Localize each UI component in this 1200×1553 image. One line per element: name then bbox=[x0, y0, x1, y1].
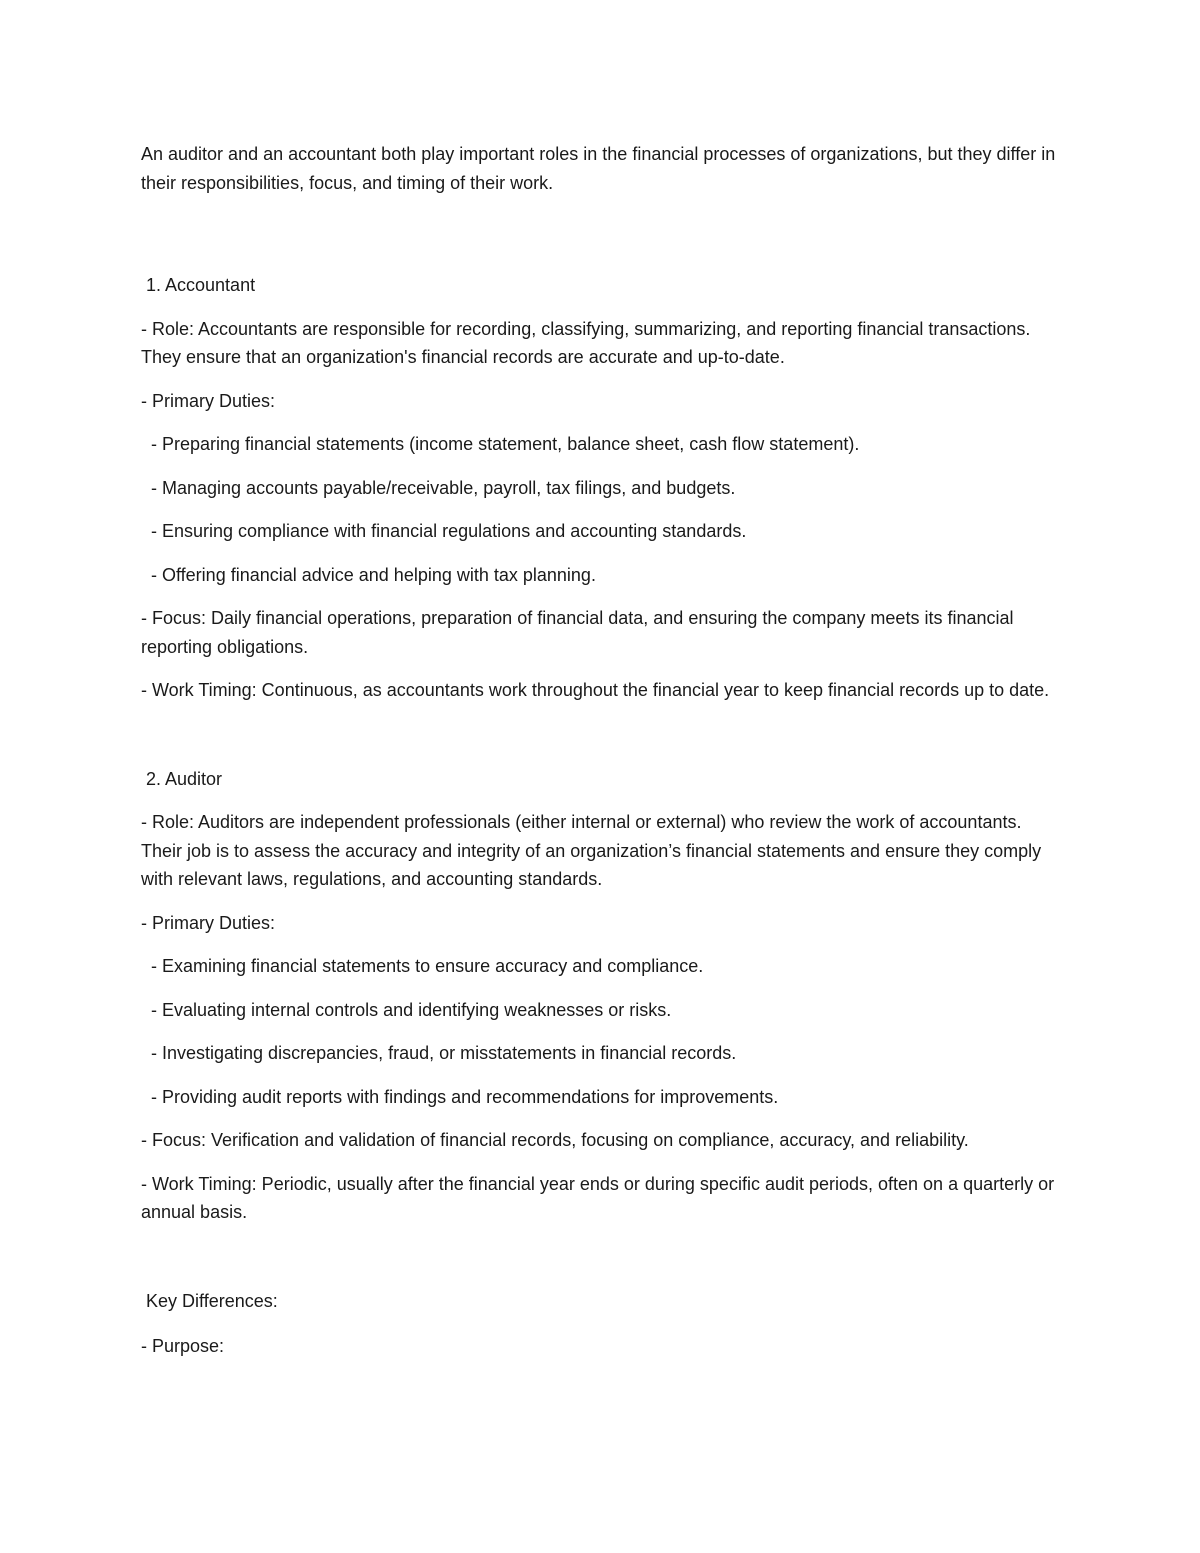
auditor-duty-item: - Examining financial statements to ensure accuracy and compliance. bbox=[151, 956, 704, 976]
auditor-duty-item: - Evaluating internal controls and identifying weaknesses or risks. bbox=[151, 999, 672, 1020]
accountant-focus: - Focus: Daily financial operations, preparation of financial data, and ensuring the company meets its financial reporting obligations. bbox=[141, 608, 1014, 657]
accountant-duties-label: - Primary Duties: bbox=[141, 390, 276, 411]
accountant-timing: - Work Timing: Continuous, as accountants work throughout the financial year to keep financial records up to date. bbox=[141, 680, 1050, 700]
intro-paragraph: An auditor and an accountant both play important roles in the financial processes of organizations, but they differ in their responsibilities, focus, and timing of their work. bbox=[141, 144, 1056, 193]
auditor-timing: - Work Timing: Periodic, usually after the financial year ends or during specific audit periods, often on a quarterly or annual basis. bbox=[141, 1173, 1055, 1222]
accountant-role: - Role: Accountants are responsible for recording, classifying, summarizing, and reporting financial transactions. They ensure that an organization's financial records are accurate and up-to-date. bbox=[141, 318, 1031, 367]
accountant-duty-item: - Preparing financial statements (income statement, balance sheet, cash flow statement). bbox=[151, 434, 860, 454]
accountant-duty-item: - Offering financial advice and helping with tax planning. bbox=[151, 564, 596, 585]
auditor-heading: 2. Auditor bbox=[146, 768, 223, 789]
key-differences-purpose: - Purpose: bbox=[141, 1336, 225, 1356]
auditor-section bbox=[141, 765, 1056, 1227]
accountant-heading: 1. Accountant bbox=[146, 275, 256, 295]
auditor-duty-item: - Investigating discrepancies, fraud, or misstatements in financial records. bbox=[151, 1043, 737, 1063]
document-body bbox=[141, 140, 1056, 1376]
accountant-duty-item: - Managing accounts payable/receivable, payroll, tax filings, and budgets. bbox=[151, 477, 736, 498]
auditor-role: - Role: Auditors are independent professionals (either internal or external) who review the work of accountants. Their job is to assess the accuracy and integrity of an organization’s financial statements and ensure they comply with relevant laws, regulations, and accounting standards. bbox=[141, 812, 1042, 889]
accountant-section bbox=[141, 271, 1056, 705]
key-differences-section bbox=[141, 1287, 1056, 1361]
auditor-duty-item: - Providing audit reports with findings and recommendations for improvements. bbox=[151, 1086, 779, 1107]
auditor-focus: - Focus: Verification and validation of financial records, focusing on compliance, accuracy, and reliability. bbox=[141, 1130, 969, 1150]
accountant-duty-item: - Ensuring compliance with financial regulations and accounting standards. bbox=[151, 521, 747, 541]
key-differences-heading: Key Differences: bbox=[146, 1290, 278, 1311]
auditor-duties-label: - Primary Duties: bbox=[141, 912, 276, 933]
